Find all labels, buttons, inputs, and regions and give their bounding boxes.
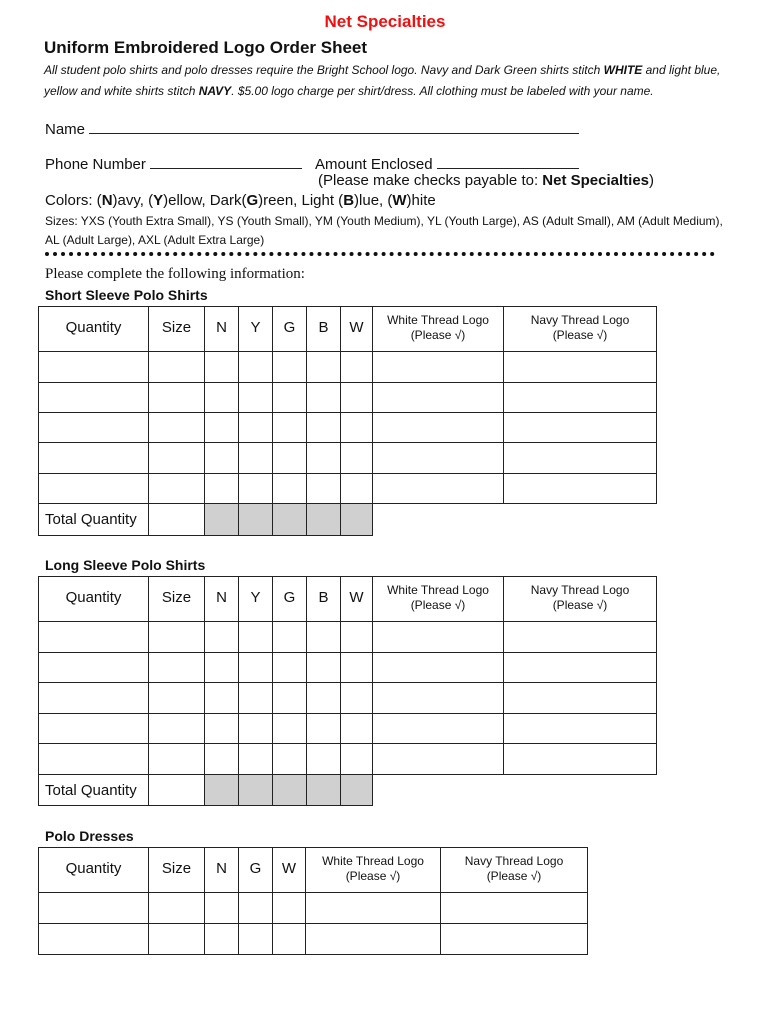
amount-field[interactable] (437, 155, 579, 169)
cell[interactable] (205, 474, 239, 504)
checks-payee: Net Specialties (542, 172, 650, 189)
cell[interactable] (205, 443, 239, 474)
cell[interactable] (273, 352, 307, 383)
header-navy: N (205, 848, 239, 893)
table-header-row (39, 307, 657, 352)
phone-label: Phone Number (45, 156, 146, 173)
shaded-cell (307, 504, 341, 536)
cell[interactable] (341, 714, 373, 744)
cell[interactable] (373, 683, 504, 714)
cell[interactable] (307, 383, 341, 413)
cell[interactable] (39, 893, 149, 924)
cell[interactable] (504, 683, 657, 714)
cell[interactable] (373, 352, 504, 383)
short-sleeve-table (38, 306, 657, 536)
cell[interactable] (373, 622, 504, 653)
colors-line: Colors: (N)avy, (Y)ellow, Dark(G)reen, Light (B)lue, (W)hite (45, 192, 436, 209)
cell[interactable] (273, 683, 307, 714)
cell[interactable] (239, 474, 273, 504)
cell[interactable] (205, 893, 239, 924)
cell[interactable] (341, 622, 373, 653)
cell[interactable] (239, 413, 273, 443)
cell[interactable] (205, 714, 239, 744)
cell[interactable] (504, 474, 657, 504)
table-header-row (39, 848, 588, 893)
shaded-cell (205, 775, 239, 806)
amount-label: Amount Enclosed (315, 156, 433, 173)
cell[interactable] (39, 413, 149, 443)
cell[interactable] (149, 683, 205, 714)
total-size-cell[interactable] (149, 775, 205, 806)
table-row (39, 474, 657, 504)
cell[interactable] (273, 443, 307, 474)
cell[interactable] (307, 413, 341, 443)
header-quantity: Quantity (39, 848, 149, 893)
navy-word: NAVY (198, 84, 232, 98)
cell[interactable] (306, 893, 441, 924)
cell[interactable] (504, 383, 657, 413)
cell[interactable] (149, 893, 205, 924)
cell[interactable] (239, 383, 273, 413)
header-blue: B (307, 577, 341, 622)
long-sleeve-title: Long Sleeve Polo Shirts (45, 557, 206, 573)
cell[interactable] (273, 383, 307, 413)
cell[interactable] (205, 744, 239, 775)
total-quantity-label: Total Quantity (39, 775, 149, 806)
cell[interactable] (373, 474, 504, 504)
please-complete-text: Please complete the following information: (45, 266, 305, 282)
name-label: Name (45, 121, 86, 138)
cell[interactable] (373, 653, 504, 683)
header-navy: N (205, 307, 239, 352)
total-row (39, 775, 657, 806)
cell[interactable] (341, 413, 373, 443)
header-size: Size (149, 577, 205, 622)
cell[interactable] (504, 653, 657, 683)
white-word: WHITE (603, 63, 643, 77)
cell[interactable] (149, 653, 205, 683)
cell[interactable] (149, 622, 205, 653)
header-navy-thread-logo: Navy Thread Logo (Please √) (441, 848, 588, 893)
cell[interactable] (205, 383, 239, 413)
header-white: W (273, 848, 306, 893)
cell[interactable] (205, 622, 239, 653)
shaded-cell (273, 504, 307, 536)
header-size: Size (149, 307, 205, 352)
table-row (39, 744, 657, 775)
cell[interactable] (273, 893, 306, 924)
table-header-row (39, 577, 657, 622)
table-row (39, 893, 588, 924)
cell[interactable] (373, 443, 504, 474)
cell[interactable] (504, 352, 657, 383)
table-row (39, 622, 657, 653)
cell[interactable] (205, 924, 239, 955)
header-quantity: Quantity (39, 577, 149, 622)
cell[interactable] (307, 352, 341, 383)
header-quantity: Quantity (39, 307, 149, 352)
total-row (39, 504, 657, 536)
cell[interactable] (39, 383, 149, 413)
cell[interactable] (341, 383, 373, 413)
cell[interactable] (307, 622, 341, 653)
cell[interactable] (341, 683, 373, 714)
name-field[interactable] (89, 120, 579, 134)
header-white-thread-logo: White Thread Logo (Please √) (373, 577, 504, 622)
header-white: W (341, 577, 373, 622)
cell[interactable] (307, 474, 341, 504)
cell[interactable] (273, 653, 307, 683)
cell[interactable] (504, 443, 657, 474)
cell[interactable] (504, 744, 657, 775)
cell[interactable] (373, 744, 504, 775)
header-yellow: Y (239, 307, 273, 352)
brand-name: Net Specialties (324, 12, 446, 31)
intro-paragraph: All student polo shirts and polo dresses require the Bright School logo. Navy and Dark Green shirts stitch WHITE and light blue, yellow and white shirts stitch NAVY. $5.00 logo charge per shirt/dress. All clothing must be labeled with your name. (44, 63, 721, 98)
name-line (45, 120, 579, 138)
cell[interactable] (273, 622, 307, 653)
cell[interactable] (307, 443, 341, 474)
cell[interactable] (273, 924, 306, 955)
cell[interactable] (205, 352, 239, 383)
header-navy-thread-logo: Navy Thread Logo (Please √) (504, 307, 657, 352)
checks-note: (Please make checks payable to: Net Specialties) (318, 172, 655, 189)
table-row (39, 653, 657, 683)
header-navy-thread-logo: Navy Thread Logo (Please √) (504, 577, 657, 622)
cell[interactable] (205, 653, 239, 683)
cell[interactable] (39, 683, 149, 714)
cell[interactable] (341, 474, 373, 504)
table-row (39, 383, 657, 413)
short-sleeve-title: Short Sleeve Polo Shirts (45, 287, 208, 303)
header-white-thread-logo: White Thread Logo (Please √) (306, 848, 441, 893)
cell[interactable] (239, 683, 273, 714)
table-row (39, 924, 588, 955)
cell[interactable] (39, 744, 149, 775)
header-white-thread-logo: White Thread Logo (Please √) (373, 307, 504, 352)
cell[interactable] (341, 744, 373, 775)
header-yellow: Y (239, 577, 273, 622)
cell[interactable] (307, 683, 341, 714)
shaded-cell (205, 504, 239, 536)
cell[interactable] (239, 893, 273, 924)
cell[interactable] (149, 443, 205, 474)
table-row (39, 714, 657, 744)
shaded-cell (239, 504, 273, 536)
cell[interactable] (149, 352, 205, 383)
cell[interactable] (373, 714, 504, 744)
shaded-cell (341, 504, 373, 536)
cell[interactable] (504, 413, 657, 443)
cell[interactable] (39, 443, 149, 474)
header-blue: B (307, 307, 341, 352)
cell[interactable] (273, 413, 307, 443)
cell[interactable] (205, 683, 239, 714)
cell[interactable] (39, 474, 149, 504)
cell[interactable] (441, 924, 588, 955)
cell[interactable] (239, 352, 273, 383)
table-row (39, 413, 657, 443)
cell[interactable] (239, 443, 273, 474)
cell[interactable] (239, 924, 273, 955)
cell[interactable] (39, 714, 149, 744)
cell[interactable] (39, 653, 149, 683)
cell[interactable] (239, 622, 273, 653)
shaded-cell (341, 775, 373, 806)
cell[interactable] (149, 744, 205, 775)
cell[interactable] (39, 352, 149, 383)
cell[interactable] (273, 744, 307, 775)
header-green: G (273, 577, 307, 622)
cell[interactable] (341, 653, 373, 683)
cell[interactable] (205, 413, 239, 443)
header-navy: N (205, 577, 239, 622)
shaded-cell (239, 775, 273, 806)
cell[interactable] (307, 714, 341, 744)
polo-dresses-title: Polo Dresses (45, 828, 134, 844)
cell[interactable] (273, 714, 307, 744)
header-green: G (273, 307, 307, 352)
total-size-cell[interactable] (149, 504, 205, 536)
phone-field[interactable] (150, 155, 302, 169)
cell[interactable] (149, 383, 205, 413)
table-row (39, 443, 657, 474)
cell[interactable] (373, 383, 504, 413)
cell[interactable] (504, 714, 657, 744)
cell[interactable] (149, 413, 205, 443)
shaded-cell (273, 775, 307, 806)
table-row (39, 352, 657, 383)
header-size: Size (149, 848, 205, 893)
long-sleeve-table (38, 576, 657, 806)
cell[interactable] (239, 714, 273, 744)
header-green: G (239, 848, 273, 893)
cell[interactable] (341, 443, 373, 474)
cell[interactable] (39, 924, 149, 955)
header-white: W (341, 307, 373, 352)
cell[interactable] (307, 744, 341, 775)
cell[interactable] (149, 714, 205, 744)
cell[interactable] (441, 893, 588, 924)
cell[interactable] (149, 474, 205, 504)
table-row (39, 683, 657, 714)
cell[interactable] (504, 622, 657, 653)
cell[interactable] (273, 474, 307, 504)
cell[interactable] (373, 413, 504, 443)
shaded-cell (307, 775, 341, 806)
dotted-divider (45, 252, 715, 256)
page-title: Uniform Embroidered Logo Order Sheet (44, 38, 368, 57)
cell[interactable] (341, 352, 373, 383)
cell[interactable] (306, 924, 441, 955)
cell[interactable] (307, 653, 341, 683)
total-quantity-label: Total Quantity (39, 504, 149, 536)
polo-dresses-table (38, 847, 588, 955)
amount-line (315, 155, 579, 173)
cell[interactable] (39, 622, 149, 653)
cell[interactable] (239, 744, 273, 775)
cell[interactable] (239, 653, 273, 683)
phone-line (45, 155, 302, 173)
sizes-legend: Sizes: YXS (Youth Extra Small), YS (Youth Small), YM (Youth Medium), YL (Youth Large), AS (Adult Small), AM (Adult Medium), AL (Adult Large), AXL (Adult Extra Large) (45, 214, 723, 247)
cell[interactable] (149, 924, 205, 955)
